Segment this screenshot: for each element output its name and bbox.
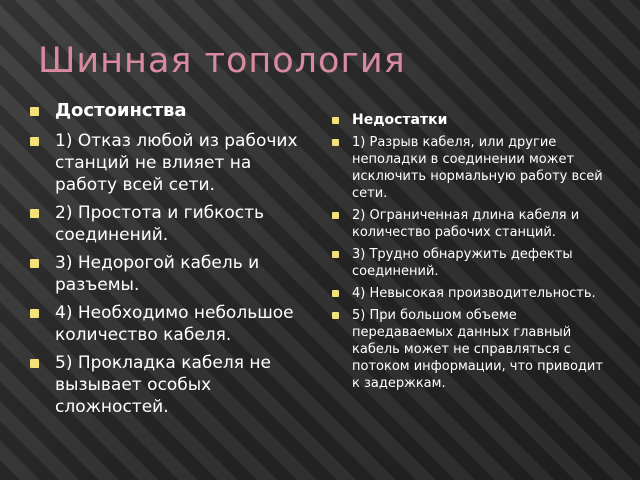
advantage-item bbox=[30, 130, 300, 196]
bullet-square-icon bbox=[30, 137, 39, 146]
advantage-item bbox=[30, 352, 300, 418]
disadvantage-item-text: 5) При большом объеме передаваемых данных главный кабель может не справляться с потоком информации, что приводит к задержкам. bbox=[352, 308, 603, 391]
advantage-item-text: 1) Отказ любой из рабочих станций не влияет на работу всей сети. bbox=[55, 131, 298, 195]
disadvantage-item-text: 2) Ограниченная длина кабеля и количество рабочих станций. bbox=[352, 208, 580, 240]
disadvantages-column bbox=[332, 100, 610, 397]
advantage-item-text: 2) Простота и гибкость соединений. bbox=[55, 203, 265, 245]
disadvantage-item bbox=[332, 285, 610, 302]
advantages-column bbox=[30, 100, 300, 424]
disadvantage-item-text: 4) Невысокая производительность. bbox=[352, 286, 596, 301]
disadvantage-item bbox=[332, 246, 610, 280]
bullet-square-icon bbox=[332, 290, 339, 297]
disadvantage-item bbox=[332, 307, 610, 392]
advantages-heading: Достоинства bbox=[55, 100, 187, 121]
advantage-item bbox=[30, 252, 300, 296]
disadvantage-item bbox=[332, 134, 610, 202]
slide-title: Шинная топология bbox=[38, 41, 406, 81]
advantages-heading-row bbox=[30, 100, 300, 122]
bullet-square-icon bbox=[30, 259, 39, 268]
bullet-square-icon bbox=[30, 359, 39, 368]
bullet-square-icon bbox=[30, 107, 39, 116]
bullet-square-icon bbox=[332, 251, 339, 258]
disadvantage-item-text: 1) Разрыв кабеля, или другие неполадки в соединении может исключить нормальную работу всей сети. bbox=[352, 135, 603, 201]
bullet-square-icon bbox=[30, 309, 39, 318]
advantage-item bbox=[30, 302, 300, 346]
bullet-square-icon bbox=[332, 117, 339, 124]
advantage-item-text: 3) Недорогой кабель и разъемы. bbox=[55, 253, 260, 295]
disadvantage-item bbox=[332, 207, 610, 241]
disadvantages-heading: Недостатки bbox=[352, 112, 448, 128]
bullet-square-icon bbox=[332, 212, 339, 219]
advantage-item bbox=[30, 202, 300, 246]
disadvantage-item-text: 3) Трудно обнаружить дефекты соединений. bbox=[352, 247, 573, 279]
advantage-item-text: 5) Прокладка кабеля не вызывает особых сложностей. bbox=[55, 353, 271, 417]
bullet-square-icon bbox=[332, 139, 339, 146]
disadvantages-heading-row bbox=[332, 112, 610, 129]
bullet-square-icon bbox=[332, 312, 339, 319]
bullet-square-icon bbox=[30, 209, 39, 218]
advantage-item-text: 4) Необходимо небольшое количество кабеля. bbox=[55, 303, 294, 345]
